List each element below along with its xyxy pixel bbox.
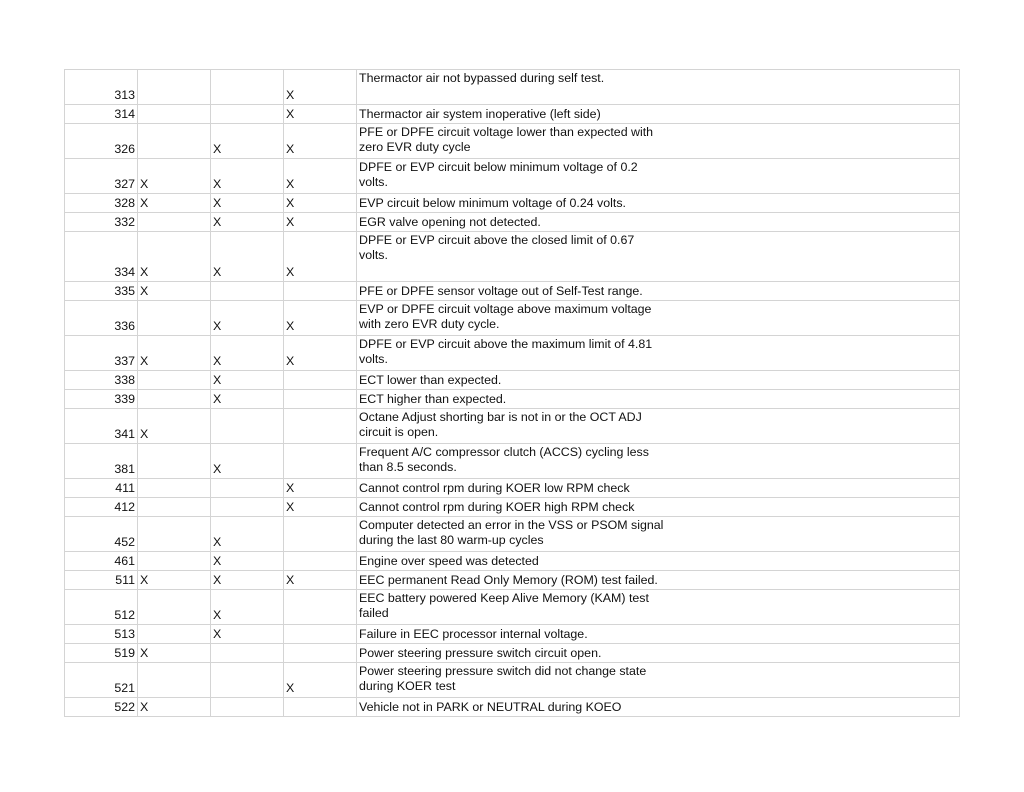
check-cell-3: X: [284, 70, 357, 105]
check-cell-1: [138, 124, 211, 159]
check-cell-3: X: [284, 479, 357, 498]
check-cell-3: [284, 282, 357, 301]
table-body: [65, 70, 960, 717]
description-cell: EVP circuit below minimum voltage of 0.24 volts.: [357, 194, 960, 213]
table-row: [65, 625, 960, 644]
check-cell-2: [211, 698, 284, 717]
code-cell: 412: [65, 498, 138, 517]
code-cell: 327: [65, 159, 138, 194]
check-cell-2: [211, 70, 284, 105]
description-cell: Octane Adjust shorting bar is not in or the OCT ADJ circuit is open.: [357, 409, 960, 444]
table-row: [65, 390, 960, 409]
code-cell: 336: [65, 301, 138, 336]
table-row: [65, 479, 960, 498]
check-cell-2: [211, 663, 284, 698]
check-cell-2: X: [211, 517, 284, 552]
code-cell: 521: [65, 663, 138, 698]
code-cell: 513: [65, 625, 138, 644]
table-row: [65, 663, 960, 698]
code-cell: 314: [65, 105, 138, 124]
description-cell: PFE or DPFE sensor voltage out of Self-Test range.: [357, 282, 960, 301]
code-cell: 313: [65, 70, 138, 105]
check-cell-3: [284, 698, 357, 717]
description-cell: Failure in EEC processor internal voltage.: [357, 625, 960, 644]
check-cell-1: [138, 301, 211, 336]
check-cell-2: [211, 105, 284, 124]
table-row: [65, 698, 960, 717]
check-cell-1: [138, 498, 211, 517]
check-cell-1: [138, 663, 211, 698]
check-cell-3: [284, 590, 357, 625]
description-cell: EEC battery powered Keep Alive Memory (KAM) test failed: [357, 590, 960, 625]
code-cell: 335: [65, 282, 138, 301]
check-cell-1: [138, 70, 211, 105]
code-cell: 337: [65, 336, 138, 371]
code-cell: 452: [65, 517, 138, 552]
table-row: [65, 232, 960, 282]
check-cell-3: X: [284, 498, 357, 517]
check-cell-1: [138, 625, 211, 644]
check-cell-2: X: [211, 194, 284, 213]
description-cell: Cannot control rpm during KOER low RPM check: [357, 479, 960, 498]
check-cell-3: X: [284, 213, 357, 232]
check-cell-2: [211, 282, 284, 301]
code-cell: 512: [65, 590, 138, 625]
code-cell: 461: [65, 552, 138, 571]
check-cell-1: X: [138, 159, 211, 194]
check-cell-1: X: [138, 232, 211, 282]
check-cell-2: X: [211, 159, 284, 194]
code-cell: 339: [65, 390, 138, 409]
check-cell-3: [284, 444, 357, 479]
table-row: [65, 124, 960, 159]
check-cell-3: [284, 625, 357, 644]
check-cell-3: [284, 644, 357, 663]
table-row: [65, 336, 960, 371]
description-cell: DPFE or EVP circuit above the maximum limit of 4.81 volts.: [357, 336, 960, 371]
table-row: [65, 498, 960, 517]
check-cell-3: X: [284, 232, 357, 282]
description-cell: PFE or DPFE circuit voltage lower than expected with zero EVR duty cycle: [357, 124, 960, 159]
check-cell-3: [284, 517, 357, 552]
table-row: [65, 644, 960, 663]
description-cell: DPFE or EVP circuit above the closed limit of 0.67 volts.: [357, 232, 960, 282]
description-cell: Power steering pressure switch circuit open.: [357, 644, 960, 663]
check-cell-3: [284, 409, 357, 444]
code-cell: 411: [65, 479, 138, 498]
check-cell-2: [211, 409, 284, 444]
table-row: [65, 590, 960, 625]
description-cell: Thermactor air not bypassed during self test.: [357, 70, 960, 105]
description-cell: EGR valve opening not detected.: [357, 213, 960, 232]
description-cell: Power steering pressure switch did not change state during KOER test: [357, 663, 960, 698]
description-cell: EEC permanent Read Only Memory (ROM) test failed.: [357, 571, 960, 590]
check-cell-2: X: [211, 390, 284, 409]
check-cell-2: [211, 479, 284, 498]
check-cell-1: X: [138, 282, 211, 301]
code-cell: 326: [65, 124, 138, 159]
check-cell-2: X: [211, 124, 284, 159]
check-cell-3: X: [284, 105, 357, 124]
check-cell-1: [138, 552, 211, 571]
check-cell-2: X: [211, 552, 284, 571]
table-row: [65, 159, 960, 194]
check-cell-1: X: [138, 698, 211, 717]
check-cell-1: X: [138, 644, 211, 663]
check-cell-1: [138, 517, 211, 552]
description-cell: ECT higher than expected.: [357, 390, 960, 409]
check-cell-2: [211, 498, 284, 517]
code-cell: 334: [65, 232, 138, 282]
check-cell-1: [138, 390, 211, 409]
code-cell: 381: [65, 444, 138, 479]
check-cell-2: X: [211, 444, 284, 479]
check-cell-2: [211, 644, 284, 663]
code-cell: 341: [65, 409, 138, 444]
table-row: [65, 552, 960, 571]
description-cell: Engine over speed was detected: [357, 552, 960, 571]
check-cell-3: X: [284, 124, 357, 159]
check-cell-1: X: [138, 194, 211, 213]
check-cell-2: X: [211, 336, 284, 371]
code-cell: 338: [65, 371, 138, 390]
description-cell: ECT lower than expected.: [357, 371, 960, 390]
table-row: [65, 371, 960, 390]
code-cell: 522: [65, 698, 138, 717]
check-cell-2: X: [211, 301, 284, 336]
check-cell-3: X: [284, 571, 357, 590]
table-row: [65, 105, 960, 124]
code-cell: 328: [65, 194, 138, 213]
table-row: [65, 213, 960, 232]
check-cell-2: X: [211, 371, 284, 390]
check-cell-2: X: [211, 232, 284, 282]
check-cell-3: X: [284, 301, 357, 336]
description-cell: DPFE or EVP circuit below minimum voltage of 0.2 volts.: [357, 159, 960, 194]
check-cell-3: [284, 371, 357, 390]
check-cell-2: X: [211, 625, 284, 644]
trouble-code-table: [64, 69, 960, 717]
table-row: [65, 444, 960, 479]
table-row: [65, 282, 960, 301]
code-cell: 332: [65, 213, 138, 232]
table-row: [65, 194, 960, 213]
table-row: [65, 409, 960, 444]
description-cell: EVP or DPFE circuit voltage above maximum voltage with zero EVR duty cycle.: [357, 301, 960, 336]
check-cell-3: X: [284, 194, 357, 213]
check-cell-3: [284, 390, 357, 409]
description-cell: Computer detected an error in the VSS or PSOM signal during the last 80 warm-up cycles: [357, 517, 960, 552]
check-cell-3: X: [284, 159, 357, 194]
description-cell: Cannot control rpm during KOER high RPM check: [357, 498, 960, 517]
check-cell-3: [284, 552, 357, 571]
check-cell-1: X: [138, 571, 211, 590]
check-cell-2: X: [211, 590, 284, 625]
table-row: [65, 70, 960, 105]
check-cell-1: [138, 213, 211, 232]
check-cell-1: X: [138, 336, 211, 371]
check-cell-1: [138, 371, 211, 390]
check-cell-1: [138, 479, 211, 498]
table-row: [65, 571, 960, 590]
check-cell-1: [138, 444, 211, 479]
check-cell-1: [138, 590, 211, 625]
check-cell-2: X: [211, 571, 284, 590]
check-cell-3: X: [284, 336, 357, 371]
check-cell-3: X: [284, 663, 357, 698]
check-cell-2: X: [211, 213, 284, 232]
code-cell: 511: [65, 571, 138, 590]
description-cell: Vehicle not in PARK or NEUTRAL during KOEO: [357, 698, 960, 717]
code-cell: 519: [65, 644, 138, 663]
check-cell-1: [138, 105, 211, 124]
table-row: [65, 517, 960, 552]
description-cell: Thermactor air system inoperative (left side): [357, 105, 960, 124]
check-cell-1: X: [138, 409, 211, 444]
description-cell: Frequent A/C compressor clutch (ACCS) cycling less than 8.5 seconds.: [357, 444, 960, 479]
table-row: [65, 301, 960, 336]
